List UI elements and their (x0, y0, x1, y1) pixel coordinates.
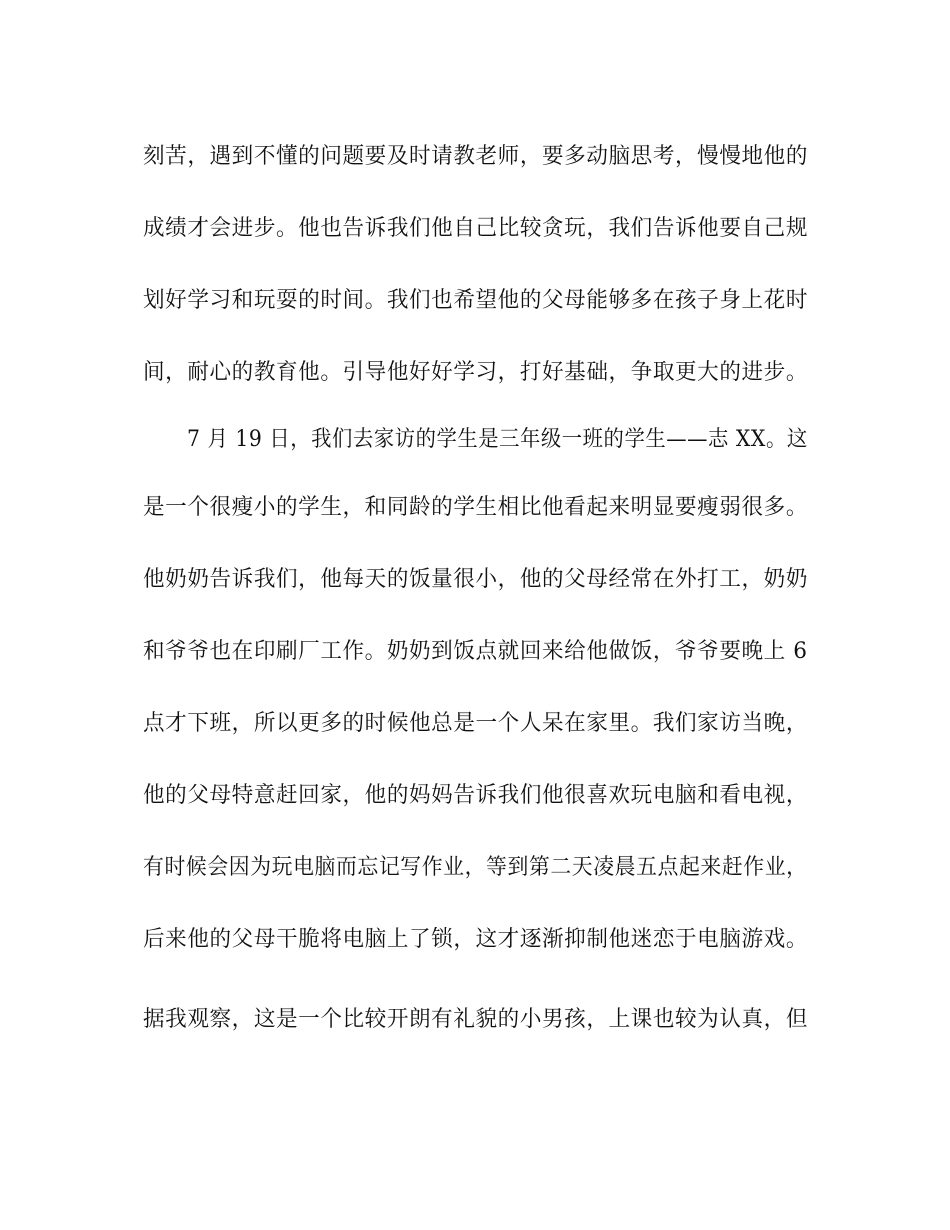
paragraph-first-line: 7 月 19 日，我们去家访的学生是三年级一班的学生——志 XX。这 (187, 427, 808, 452)
text-line: 刻苦，遇到不懂的问题要及时请教老师，要多动脑思考，慢慢地他的 (143, 144, 808, 169)
text-line: 点才下班，所以更多的时候他总是一个人呆在家里。我们家访当晚， (143, 711, 808, 736)
text-line: 成绩才会进步。他也告诉我们他自己比较贪玩，我们告诉他要自己规 (143, 216, 808, 241)
text-line: 是一个很瘦小的学生，和同龄的学生相比他看起来明显要瘦弱很多。 (143, 495, 808, 520)
text-line: 间，耐心的教育他。引导他好好学习，打好基础，争取更大的进步。 (143, 360, 808, 385)
text-line: 他的父母特意赶回家，他的妈妈告诉我们他很喜欢玩电脑和看电视， (143, 783, 808, 808)
text-line: 划好学习和玩耍的时间。我们也希望他的父母能够多在孩子身上花时 (143, 288, 808, 313)
text-line: 据我观察，这是一个比较开朗有礼貌的小男孩，上课也较为认真，但 (143, 1007, 808, 1032)
text-line: 后来他的父母干脆将电脑上了锁，这才逐渐抑制他迷恋于电脑游戏。 (143, 927, 808, 952)
text-line: 有时候会因为玩电脑而忘记写作业，等到第二天凌晨五点起来赶作业， (143, 855, 808, 880)
text-line: 他奶奶告诉我们，他每天的饭量很小，他的父母经常在外打工，奶奶 (143, 567, 808, 592)
text-line: 和爷爷也在印刷厂工作。奶奶到饭点就回来给他做饭，爷爷要晚上 6 (143, 639, 808, 664)
